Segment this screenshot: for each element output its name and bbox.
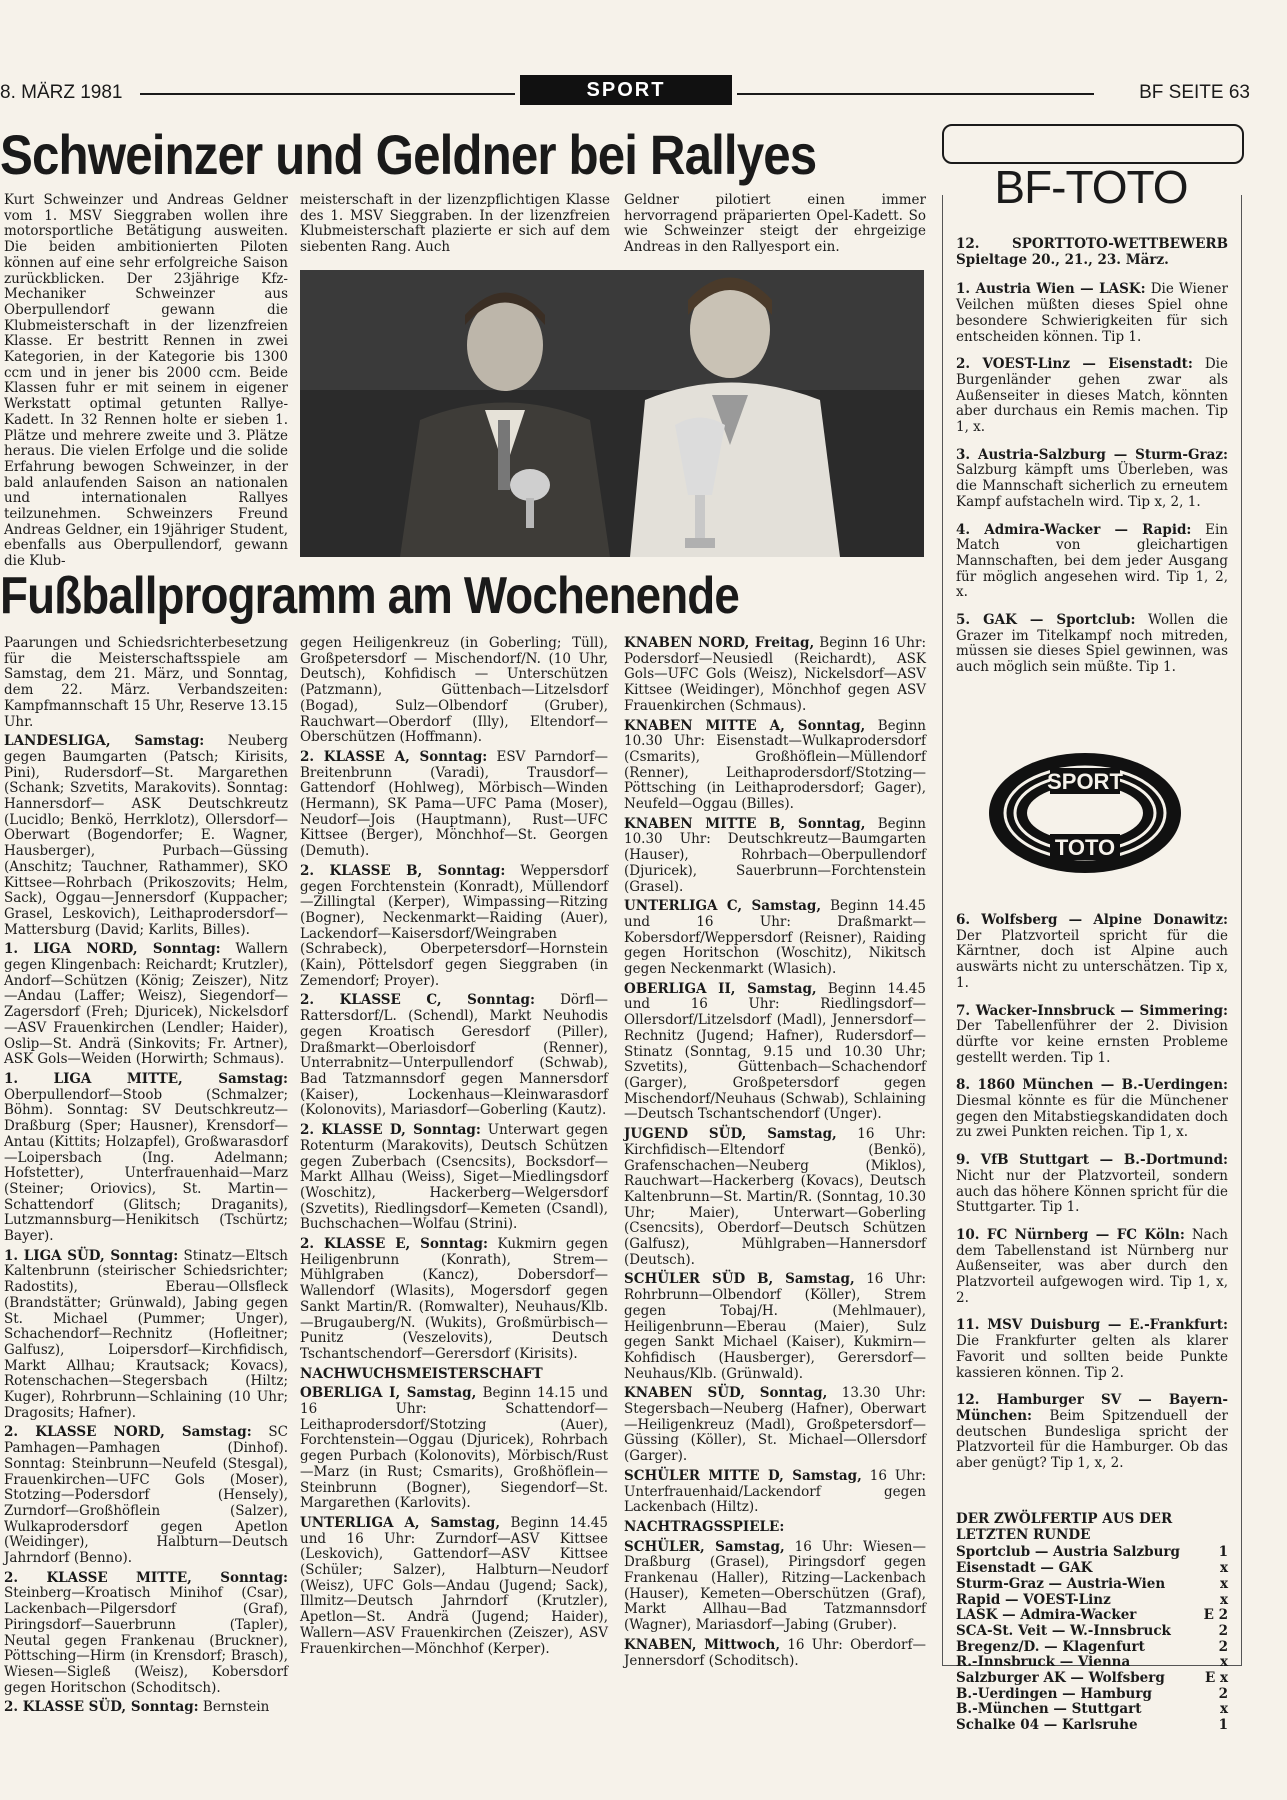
toto-tip <box>956 1228 1228 1307</box>
league-matches: Bernstein <box>198 1699 270 1716</box>
toto-tip-text: Nach dem Tabellenstand ist Nürnberg nur Außenseiter, was aber durch den Platzvorteil aufgewogen wird. Tip 1, x, 2. <box>956 1226 1228 1306</box>
league-matches: Wallern gegen Klingenbach: Reichardt; Krutzler), Andorf—Schützen (König; Zeiszer), Nitz—Andau (Laffer; Weisz), Siegendorf—Zagersdorf (Freh; Djuricek), Nickelsdorf—ASV Frauenkirchen (Lendler; Haider), Oslip—St. Andrä (Sinkovits; Fr. Artner), ASK Gols—Weiden (Horwirth; Schmaus). <box>4 941 288 1068</box>
photo-illustration <box>300 270 924 557</box>
league-matches: Beginn 10.30 Uhr: Deutschkreutz—Baumgarten (Hauser), Rohrbach—Oberpullendorf (Djuricek), Sauerbrunn—Forchtenstein (Grasel). <box>624 815 926 895</box>
section-label: SPORT <box>520 75 732 105</box>
league-heading: KNABEN NORD, Freitag, <box>624 635 815 651</box>
result-match: B.-München — Stuttgart <box>956 1701 1142 1718</box>
fixture-block <box>624 1386 926 1465</box>
last-round-results <box>956 1512 1228 1734</box>
fixture-block <box>300 993 608 1119</box>
fixtures-intro-text: Paarungen und Schiedsrichterbesetzung für die Meisterschaftsspiele am Samstag, dem 21. März, und Sonntag, dem 22. März. Verbandszeiten: Kampfmannschaft 15 Uhr, Reserve 13.15 Uhr. <box>4 635 288 730</box>
league-matches: Oberpullendorf—Stoob (Schmalzer; Böhm). Sonntag: SV Deutschkreutz—Draßburg (Sper; Hausner), Krensdorf—Antau (Kittits; Holzapfel), Großwarasdorf—Loipersbach (Ing. Adelmann; Hofstetter), Unterfrauenhaid—Marz (Steiner; Oriovics), St. Martin—Schattendorf (Glitsch; Draganits), Lutzmannsburg—Henikitsch (Tschürtz; Bayer). <box>4 1086 288 1245</box>
result-row <box>956 1655 1228 1671</box>
league-matches: 16 Uhr: Wiesen—Draßburg (Grasel), Piringsdorf gegen Frankenau (Haller), Ritzing—Lackenbach (Hauser), Kemeten—Oberschützen (Graf), Markt Allhau—Bad Tatzmannsdorf (Wagner), Mariasdorf—Jabing (Gruber). <box>624 1538 926 1634</box>
logo-text-top: SPORT <box>1047 769 1123 794</box>
fixture-block <box>624 636 926 715</box>
toto-tip <box>956 1153 1228 1216</box>
league-matches: Beginn 14.45 und 16 Uhr: Zurndorf—ASV Kittsee (Leskovich), Gattendorf—ASV Kittsee (Schüler; Salzer), Halbturn—Neudorf (Weisz), UFC Gols—Andau (Jugend; Sack), Illmitz—Deutsch Jahrndorf (Krutzler), Apetlon—St. Andrä (Jugend; Haider), Wallern—ASV Frauenkirchen (Zeiszer), ASV Frauenkirchen—Mönchhof (Kerper). <box>300 1514 608 1657</box>
league-heading: 2. KLASSE A, Sonntag: <box>300 748 488 765</box>
fixture-block <box>624 1520 926 1536</box>
result-row <box>956 1624 1228 1640</box>
fixture-block <box>4 1571 288 1697</box>
league-heading: 1. LIGA SÜD, Sonntag: <box>4 1247 179 1264</box>
result-value: 2 <box>1218 1622 1228 1639</box>
toto-frame <box>942 124 1244 164</box>
toto-tip-heading: 10. FC Nürnberg — FC Köln: <box>956 1226 1185 1243</box>
toto-tip-text: Die Frankfurter gelten als klarer Favorit und sollten beide Punkte kassieren können. Tip 2. <box>956 1333 1228 1381</box>
toto-tip <box>956 523 1228 602</box>
result-value: x <box>1219 1701 1228 1718</box>
fixtures-col1 <box>4 636 288 1720</box>
toto-intro: 12. SPORTTOTO-WETTBEWERB Spieltage 20., 21., 23. März. <box>956 236 1228 268</box>
toto-tip-heading: 6. Wolfsberg — Alpine Donawitz: <box>956 912 1228 928</box>
fixture-block <box>4 1425 288 1566</box>
result-match: Salzburger AK — Wolfsberg <box>956 1670 1165 1687</box>
fixture-block <box>300 1516 608 1657</box>
rally-drivers-photo <box>300 270 924 557</box>
header-rule-left <box>140 93 515 95</box>
fixture-block <box>624 1540 926 1634</box>
league-heading: KNABEN SÜD, Sonntag, <box>624 1385 828 1402</box>
league-heading: UNTERLIGA A, Samstag, <box>300 1514 501 1531</box>
last-round-title: DER ZWÖLFERTIP AUS DER LETZTEN RUNDE <box>956 1511 1173 1543</box>
league-matches: SC Pamhagen—Pamhagen (Dinhof). Sonntag: Steinbrunn—Neufeld (Stesgal), Frauenkirchen—UFC Gols (Moser), Stotzing—Podersdorf (Hensely), Zurndorf—Großhöflein (Salzer), Wulkaprodersdorf gegen Apetlon (Weidinger), Halbturn—Deutsch Jahrndorf (Benno). <box>4 1424 288 1567</box>
toto-tip-heading: 8. 1860 München — B.-Uerdingen: <box>956 1077 1228 1094</box>
league-matches: 16 Uhr: Oberdorf—Jennersdorf (Schoditsch). <box>624 1636 927 1669</box>
fixture-block <box>624 719 926 813</box>
fixture-block <box>300 636 608 746</box>
page-number: BF SEITE 63 <box>1139 82 1250 103</box>
league-matches: Stinatz—Eltsch Kaltenbrunn (steirischer Schiedsrichter; Radostits), Eberau—Ollsfleck (Brandstätter; Grünwald), Jabing gegen St. Michael (Pummer; Unger), Schachendorf—Rechnitz (Hofleitner; Galfusz), Loipersdorf—Kirchfidisch, Markt Allhau; Krautsack; Kovacs), Rotenschachen—Stegersbach (Hiltz; Kuger), Rohrbrunn—Schlaining (10 Uhr; Dragosits; Hafner). <box>4 1247 288 1421</box>
toto-tip <box>956 913 1228 992</box>
toto-tip-text: Diesmal könnte es für die Münchener gegen den Mitabstiegskandidaten doch zu zwei Punkten reichen. Tip 1, x. <box>956 1093 1228 1141</box>
result-row <box>956 1608 1228 1624</box>
league-heading: 2. KLASSE SÜD, Sonntag: <box>4 1699 199 1716</box>
league-matches: ESV Parndorf—Breitenbrunn (Varadi), Trausdorf—Gattendorf (Hohlweg), Mörbisch—Winden (Hermann), SK Pama—UFC Pama (Moser), Neudorf—Jois (Hauptmann), Rust—UFC Kittsee (Berger), Mönchhof—St. Georgen (Demuth). <box>300 748 609 860</box>
fixture-block <box>300 750 608 860</box>
sport-toto-logo <box>985 748 1185 878</box>
league-heading: NACHTRAGSSPIELE: <box>624 1518 785 1535</box>
toto-tip <box>956 448 1228 511</box>
league-heading: 2. KLASSE B, Sonntag: <box>300 862 506 879</box>
header-rule-right <box>737 93 1094 95</box>
fixture-block <box>4 1072 288 1245</box>
toto-tip-heading: 1. Austria Wien — LASK: <box>956 281 1146 298</box>
result-row <box>956 1545 1228 1561</box>
fixture-block <box>300 864 608 990</box>
league-matches: Kukmirn gegen Heiligenbrunn (Konrath), Strem—Mühlgraben (Kancz), Dobersdorf—Wallendorf (Wlasits), Mogersdorf gegen Sankt Martin/R. (Romwalter), Neuhaus/Klb.—Brugauberg/N. (Wukits), Großmürbisch—Punitz (Veszelovits), Deutsch Tschantschendorf—Gerersdorf (Kirisits). <box>300 1236 608 1362</box>
league-heading: 1. LIGA MITTE, Samstag: <box>4 1070 288 1087</box>
fixture-block <box>624 1127 926 1268</box>
toto-tip-text: Beim Spitzenduell der deutschen Bundesliga spricht der Platzvorteil für die Hamburger. Ob das aber genügt? Tip 1, x, 2. <box>956 1407 1228 1472</box>
toto-tip-heading: 3. Austria-Salzburg — Sturm-Graz: <box>956 446 1228 463</box>
league-heading: 2. KLASSE NORD, Samstag: <box>4 1424 252 1441</box>
fixture-block <box>624 1469 926 1516</box>
article1-col3-text: Geldner pilotiert einen immer hervorragend präparierten Opel-Kadett. So wie Schweinzer steigt der ehrgeizige Andreas in den Rallyesport ein. <box>624 192 926 256</box>
fixture-block <box>624 982 926 1123</box>
toto-tip-text: Die Wiener Veilchen müßten dieses Spiel ohne besondere Schwierigkeiten für sich entscheiden können. Tip 1. <box>956 281 1229 345</box>
result-match: SCA-St. Veit — W.-Innsbruck <box>956 1622 1171 1639</box>
result-row <box>956 1671 1228 1687</box>
league-heading: UNTERLIGA C, Samstag, <box>624 898 822 915</box>
result-row <box>956 1687 1228 1703</box>
toto-tip-text: Nicht nur der Platzvorteil, sondern auch das höhere Können spricht für die Stuttgarter. Tip 1. <box>956 1167 1228 1216</box>
toto-tip-heading: 5. GAK — Sportclub: <box>956 612 1136 629</box>
article1-col1-text: Kurt Schweinzer und Andreas Geldner vom 1. MSV Sieggraben wollen ihre motorsportliche Betätigung ausweiten. Die beiden ambitionierten Piloten können auf eine sehr erfolgreiche Saison zurückblicken. Der 23jährige Kfz-Mechaniker Schweinzer aus Oberpullendorf gewann die Klubmeisterschaft in der lizenzfreien Klasse. Er bestritt Rennen in zwei Kategorien, in der Kategorie bis 1300 ccm und in jener bis 2000 ccm. Beide Klassen fuhr er mit seinem in eigener Werkstatt optimal getunten Rallye-Kadett. In 32 Rennen holte er sieben 1. Plätze und mehrere zweite und 3. Plätze heraus. Die vielen Erfolge und die solide Erfahrung bewogen Schweinzer, in der bald anlaufenden Saison an nationalen und internationalen Rallyes teilzunehmen. Schweinzers Freund Andreas Geldner, ein 19jähriger Student, ebenfalls aus Oberpullendorf, gewann die Klub- <box>4 192 288 570</box>
result-value: x <box>1219 1591 1228 1608</box>
toto-tip <box>956 1393 1228 1472</box>
result-value: 1 <box>1218 1717 1228 1734</box>
result-match: Bregenz/D. — Klagenfurt <box>956 1638 1145 1655</box>
league-heading: JUGEND SÜD, Samstag, <box>624 1126 837 1143</box>
toto-tip-heading: 11. MSV Duisburg — E.-Frankfurt: <box>956 1317 1228 1334</box>
result-value: 2 <box>1218 1638 1228 1655</box>
result-match: LASK — Admira-Wacker <box>956 1607 1137 1624</box>
result-match: Sturm-Graz — Austria-Wien <box>956 1575 1166 1592</box>
league-matches: 16 Uhr: Rohrbrunn—Olbendorf (Köller), Strem gegen Tobaj/H. (Mehlmauer), Heiligenbrunn—Eberau (Maier), Sulz gegen Sankt Michael (Kaiser), Kukmirn—Kohfidisch (Hausberger), Gerersdorf—Neuhaus/Klb. (Grünwald). <box>624 1271 926 1382</box>
toto-tip-heading: 2. VOEST-Linz — Eisenstadt: <box>956 356 1193 373</box>
toto-tip-text: Ein Match von gleichartigen Mannschaften, bei dem jeder Ausgang für möglich angesehen wird. Tip 1, 2, x. <box>956 521 1228 601</box>
league-matches: Weppersdorf gegen Forchtenstein (Konradt), Müllendorf—Zillingtal (Kerper), Wimpassing—Ritzing (Bogner), Neckenmarkt—Raiding (Auer), Lackendorf—Kaisersdorf/Weingraben (Schrabeck), Oberpetersdorf—Hornstein (Kain), Pöttelsdorf gegen Sieggraben (in Zemendorf; Proyer). <box>300 862 608 989</box>
toto-title: BF-TOTO <box>994 161 1188 213</box>
league-heading: SCHÜLER MITTE D, Samstag, <box>624 1467 862 1484</box>
league-heading: KNABEN MITTE B, Sonntag, <box>624 815 866 832</box>
result-row <box>956 1718 1228 1734</box>
toto-tip-text: Der Tabellenführer der 2. Division dürfte vor keine ernsten Probleme gestellt werden. Tip 1. <box>956 1018 1228 1066</box>
toto-tip <box>956 357 1228 436</box>
league-heading: 2. KLASSE MITTE, Sonntag: <box>4 1569 288 1586</box>
fixture-block <box>4 1249 288 1422</box>
fixtures-col2 <box>300 636 608 1661</box>
article2-title: Fußballprogramm am Wochenende <box>0 567 739 625</box>
result-match: Sportclub — Austria Salzburg <box>956 1544 1180 1561</box>
toto-tip-heading: 12. Hamburger SV — Bayern-München: <box>956 1392 1228 1424</box>
league-heading: OBERLIGA I, Samstag, <box>300 1385 477 1402</box>
fixture-block <box>300 1123 608 1233</box>
league-heading: SCHÜLER SÜD B, Samstag, <box>624 1271 855 1288</box>
logo-text-bottom: TOTO <box>1054 835 1116 860</box>
fixture-block <box>624 1638 926 1669</box>
league-matches: Beginn 14.15 und 16 Uhr: Schattendorf—Leithaprodersdorf/Stotzing (Auer), Forchtenstein—Oggau (Djuricek), Rohrbach gegen Purbach (Kolonovits), Mörbisch/Rust—Marz (in Rust; Csmarits), Großhöflein—Steinbrunn (Bogner), Siegendorf—St. Margarethen (Karlovits). <box>300 1385 608 1512</box>
toto-tip-text: Die Burgenländer gehen zwar als Außenseiter in dieses Match, könnten aber durchaus ein Remis machen. Tip 1, x. <box>956 356 1228 436</box>
league-matches: Neuberg gegen Baumgarten (Patsch; Kirisits, Pini), Rudersdorf—St. Margarethen (Schank; Szvetits, Marakovits). Sonntag: Hannersdorf— ASK Deutschkreutz (Lucidlo; Benkö, Herrklotz), Ollersdorf—Oberwart (Bogendorfer; E. Wagner, Hausberger), Purbach—Güssing (Anschitz; Tauchner, Rathammer), SKO Kittsee—Rohrbach (Prikoszovits; Helm, Sack), Oggau—Jennersdorf (Kuppacher; Grasel, Leskovich), Leithaprodersdorf—Mattersburg (David; Karlits, Billes). <box>4 733 288 938</box>
league-matches: Beginn 14.45 und 16 Uhr: Riedlingsdorf—Ollersdorf/Litzelsdorf (Madl), Jennersdorf—Rechnitz (Jugend; Hafner), Rudersdorf—Stinatz (Sonntag, 9.15 und 10.30 Uhr; Szvetits), Güttenbach—Schachendorf (Garger), Großpetersdorf gegen Mischendorf/Neuhaus (Schwab), Schlaining—Deutsch Tschantschendorf (Unger). <box>624 980 926 1123</box>
league-matches: 16 Uhr: Kirchfidisch—Eltendorf (Benkö), Grafenschachen—Neuberg (Miklos), Rauchwart—Hackerberg (Kovacs), Deutsch Kaltenbrunn—St. Martin/R. (Sonntag, 10.30 Uhr; Maier), Unterwart—Goberling (Csencsits), Oberdorf—Deutsch Schützen (Galfusz), Mühlgraben—Hannersdorf (Deutsch). <box>624 1126 926 1268</box>
league-heading: NACHWUCHSMEISTERSCHAFT <box>300 1365 543 1382</box>
fixture-block <box>300 1367 608 1383</box>
fixture-block <box>4 942 288 1068</box>
league-matches: Beginn 16 Uhr: Podersdorf—Neusiedl (Reichardt), ASK Gols—UFC Gols (Weisz), Nickelsdorf—ASV Kittsee (Weidinger), Mönchhof gegen ASV Frauenkirchen (Schmaus). <box>624 635 926 714</box>
toto-tip <box>956 282 1228 345</box>
result-match: Schalke 04 — Karlsruhe <box>956 1717 1138 1734</box>
league-heading: 2. KLASSE E, Sonntag: <box>300 1236 488 1253</box>
toto-tip <box>956 1004 1228 1067</box>
result-value: 1 <box>1218 1544 1228 1561</box>
toto-tip <box>956 1078 1228 1141</box>
league-heading: KNABEN, Mittwoch, <box>624 1636 781 1653</box>
league-heading: 2. KLASSE C, Sonntag: <box>300 992 535 1009</box>
result-value: x <box>1219 1560 1228 1577</box>
result-value: x <box>1219 1654 1228 1671</box>
league-heading: 1. LIGA NORD, Sonntag: <box>4 941 221 958</box>
league-matches: Beginn 14.45 und 16 Uhr: Draßmarkt—Kobersdorf/Weppersdorf (Reisner), Raiding gegen Horitschon (Woschitz), Nikitsch gegen Neckenmarkt (Wlasich). <box>624 898 926 978</box>
result-match: B.-Uerdingen — Hamburg <box>956 1685 1152 1702</box>
page-header <box>0 79 1250 106</box>
toto-tip <box>956 1318 1228 1381</box>
result-match: Eisenstadt — GAK <box>956 1560 1093 1577</box>
toto-tip-text: Salzburg kämpft ums Überleben, was die Mannschaft sicherlich zu erneutem Kampf aufstacheln wird. Tip x, 2, 1. <box>956 462 1228 510</box>
league-matches: gegen Heiligenkreuz (in Goberling; Tüll), Großpetersdorf — Mischendorf/N. (10 Uhr, Deutsch), Kohfidisch — Unterschützen (Patzmann), Güttenbach—Litzelsdorf (Bogad), Sulz—Olbendorf (Gruber), Rauchwart—Oberdorf (Illy), Eltendorf—Oberschützen (Hoffmann). <box>300 635 608 746</box>
fixture-block <box>624 899 926 978</box>
league-matches: Steinberg—Kroatisch Minihof (Csar), Lackenbach—Pilgersdorf (Graf), Piringsdorf—Sauerbrunn (Tapler), Neutal gegen Frankenau (Bruckner), Pöttsching—Hirm (in Krensdorf; Brasch), Wiesen—Sigleß (Weisz), Kobersdorf gegen Horitschon (Schoditsch). <box>4 1585 288 1696</box>
league-matches: 13.30 Uhr: Stegersbach—Neuberg (Hafner), Oberwart—Heiligenkreuz (Madl), Großpetersdorf—Güssing (Köller), St. Michael—Ollersdorf (Garger). <box>624 1385 926 1465</box>
league-heading: LANDESLIGA, Samstag: <box>4 733 205 750</box>
toto-tips-top <box>956 237 1228 688</box>
result-value: E 2 <box>1203 1607 1228 1624</box>
fixtures-intro <box>4 636 288 730</box>
toto-tip <box>956 613 1228 676</box>
league-heading: OBERLIGA II, Samstag, <box>624 980 817 997</box>
issue-date: 8. MÄRZ 1981 <box>0 82 123 103</box>
toto-tips-bottom <box>956 913 1228 1484</box>
toto-tip-heading: 7. Wacker-Innsbruck — Simmering: <box>956 1002 1228 1019</box>
toto-tip-text: Der Platzvorteil spricht für die Kärntner, doch ist Alpine auch auswärts nicht zu unterschätzen. Tip x, 1. <box>956 927 1228 991</box>
league-heading: SCHÜLER, Samstag, <box>624 1538 785 1555</box>
fixture-block <box>300 1237 608 1363</box>
result-row <box>956 1593 1228 1609</box>
fixture-block <box>624 1272 926 1382</box>
fixture-block <box>4 734 288 938</box>
fixture-block <box>300 1386 608 1512</box>
toto-tip-heading: 9. VfB Stuttgart — B.-Dortmund: <box>956 1152 1228 1169</box>
league-heading: 2. KLASSE D, Sonntag: <box>300 1122 481 1139</box>
result-row <box>956 1561 1228 1577</box>
league-matches: Dörfl—Rattersdorf/L. (Schendl), Markt Neuhodis gegen Kroatisch Geresdorf (Piller), Draßmarkt—Oberloisdorf (Renner), Unterrabnitz—Unterpullendorf (Schwab), Bad Tatzmannsdorf gegen Mannersdorf (Kaiser), Lockenhaus—Kleinwarasdorf (Kolonovits), Mariasdorf—Goberling (Kautz). <box>300 992 608 1119</box>
league-matches: Unterwart gegen Rotenturm (Marakovits), Deutsch Schützen gegen Zuberbach (Csencsits), Bocksdorf—Markt Allhau (Weiss), Siget—Miedlingsdorf (Woschitz), Hackerberg—Welgersdorf (Szvetits), Riedlingsdorf—Kemeten (Csandl), Buchschachen—Wolfau (Strini). <box>300 1122 608 1233</box>
league-matches: Beginn 10.30 Uhr: Eisenstadt—Wulkaprodersdorf (Csmarits), Großhöflein—Müllendorf (Renner), Leithaprodersdorf/Stotzing—Pöttsching (in Leithaprodersdorf; Gager), Neufeld—Oggau (Billes). <box>624 717 926 813</box>
toto-tip-text: Wollen die Grazer im Titelkampf noch mitreden, müssen sie dieses Spiel gewinnen, was auch möglich sein müßte. Tip 1. <box>956 612 1229 676</box>
result-match: Rapid — VOEST-Linz <box>956 1591 1111 1608</box>
result-value: 2 <box>1218 1685 1228 1702</box>
fixture-block <box>624 817 926 896</box>
result-row <box>956 1577 1228 1593</box>
article1-col2-text: meisterschaft in der lizenzpflichtigen Klasse des 1. MSV Sieggraben. In der lizenzfreien Klubmeisterschaft plazierte er sich auf dem siebenten Rang. Auch <box>300 192 610 256</box>
result-row <box>956 1640 1228 1656</box>
article1-title: Schweinzer und Geldner bei Rallyes <box>0 123 817 186</box>
article1-col2 <box>300 193 610 260</box>
result-value: E x <box>1204 1670 1228 1687</box>
article1-col1 <box>4 193 288 574</box>
league-heading: KNABEN MITTE A, Sonntag, <box>624 717 866 734</box>
result-match: R.-Innsbruck — Vienna <box>956 1654 1131 1671</box>
fixtures-col3 <box>624 636 926 1673</box>
toto-tip-heading: 4. Admira-Wacker — Rapid: <box>956 521 1192 538</box>
fixture-block <box>4 1700 288 1716</box>
result-row <box>956 1702 1228 1718</box>
article1-col3 <box>624 193 926 260</box>
league-matches: 16 Uhr: Unterfrauenhaid/Lackendorf gegen Lackenbach (Hiltz). <box>624 1467 926 1516</box>
result-value: x <box>1219 1575 1228 1592</box>
